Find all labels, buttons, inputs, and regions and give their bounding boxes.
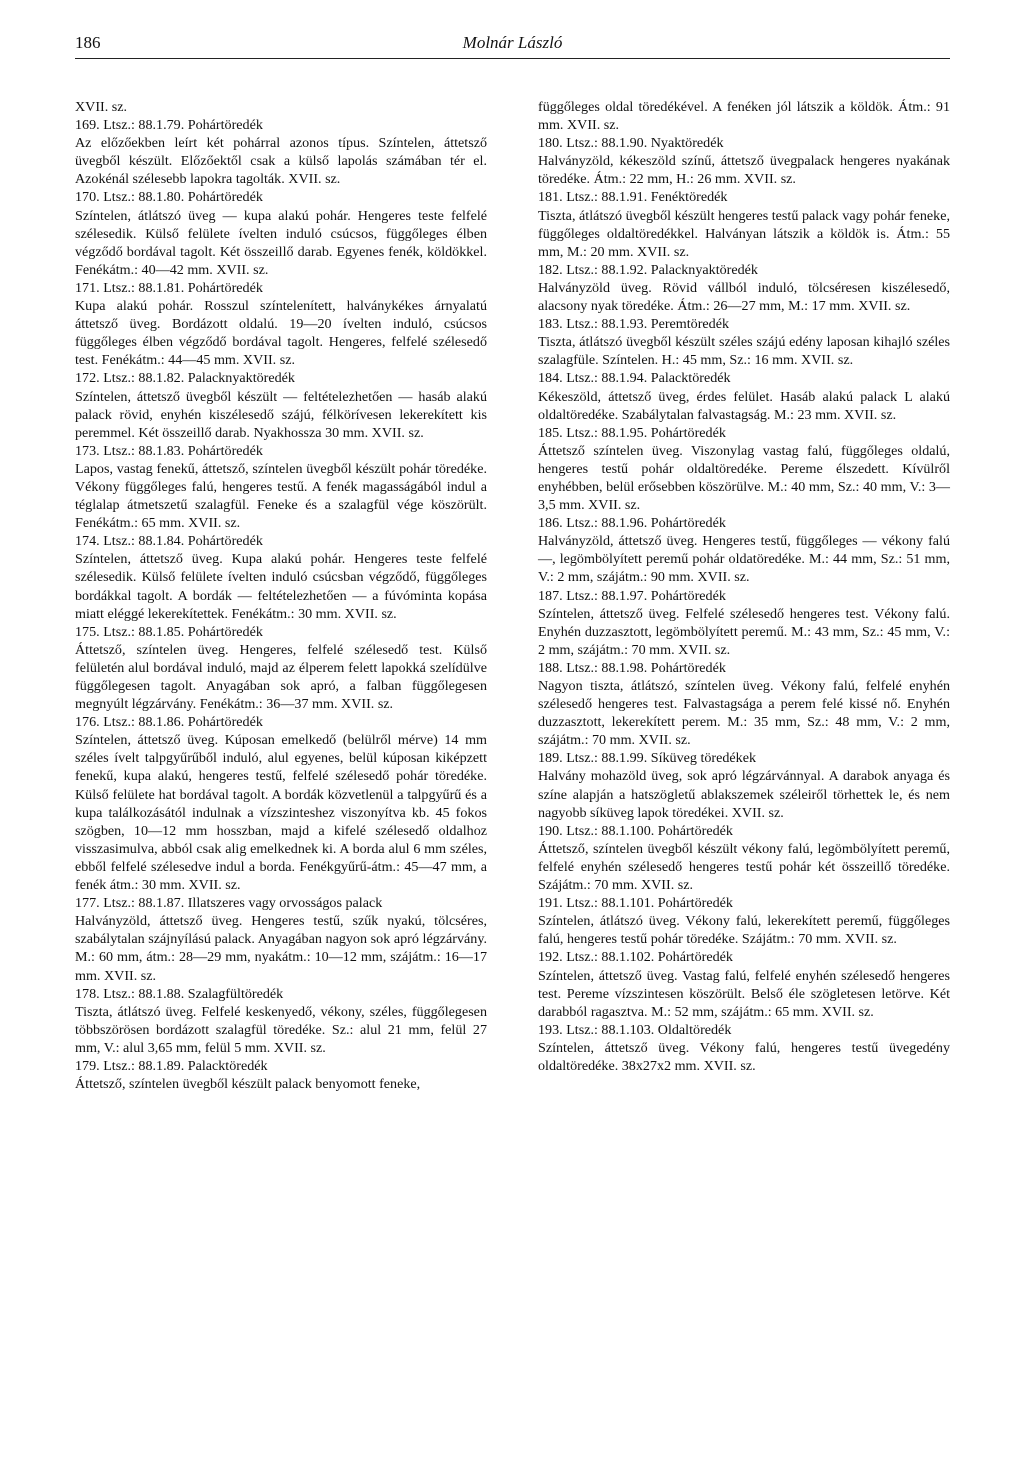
- catalog-entry-heading: 176. Ltsz.: 88.1.86. Pohártöredék: [75, 714, 263, 731]
- catalog-entry-text: Tiszta, átlátszó üvegből készült széles szájú edény laposan kihajló széles szalagfüle. Színtelen. H.: 45 mm, Sz.: 16 mm. XVII. sz.: [538, 334, 950, 369]
- catalog-entry-heading: 188. Ltsz.: 88.1.98. Pohártöredék: [538, 659, 726, 676]
- catalog-entry-heading: 173. Ltsz.: 88.1.83. Pohártöredék: [75, 442, 263, 459]
- catalog-entry-text: Nagyon tiszta, átlátszó, színtelen üveg. Vékony falú, felfelé enyhén szélesedő hengeres test. Falvastagsága a perem felé kissé nő. Enyhén duzzasztott, lekerekített perem. M.: 35 mm, Sz.: 48 mm, V.: 2 mm, szájátm.: 70 mm. XVII. sz.: [538, 678, 950, 749]
- catalog-entry-text: Színtelen, áttetsző üvegből készült — feltételezhetően — hasáb alakú palack rövid, enyhén kiszélesedő szájú, félkörívesen lekerekített kis peremmel. Két összeillő darab. Nyakhossza 30 mm. XVII. sz.: [75, 388, 487, 441]
- catalog-entry-heading: 192. Ltsz.: 88.1.102. Pohártöredék: [538, 949, 733, 966]
- catalog-entry-text: Halványzöld, áttetsző üveg. Hengeres testű, függőleges — vékony falú —, legömbölyített peremű pohár oldatöredéke. M.: 44 mm, Sz.: 51 mm, V.: 2 mm, szájátm.: 90 mm. XVII. sz.: [538, 533, 950, 586]
- catalog-entry-heading: 190. Ltsz.: 88.1.100. Pohártöredék: [538, 822, 733, 839]
- catalog-entry-heading: 189. Ltsz.: 88.1.99. Síküveg töredékek: [538, 750, 757, 767]
- left-column: [75, 98, 487, 1093]
- catalog-entry-text: függőleges oldal töredékével. A fenéken jól látszik a köldök. Átm.: 91 mm. XVII. sz.: [538, 99, 950, 134]
- catalog-entry-text: XVII. sz.: [75, 99, 128, 115]
- catalog-entry-heading: 183. Ltsz.: 88.1.93. Peremtöredék: [538, 316, 730, 333]
- catalog-entry-text: Halványzöld, kékeszöld színű, áttetsző üvegpalack hengeres nyakának töredéke. Átm.: 22 mm, H.: 26 mm. XVII. sz.: [538, 153, 950, 188]
- catalog-entry-text: Áttetsző, színtelen üvegből készült vékony falú, legömbölyített peremű, felfelé enyhén szélesedő hengeres testű pohár két összeillő töredéke. Szájátm.: 70 mm. XVII. sz.: [538, 840, 950, 894]
- catalog-entry-text: Halványzöld üveg. Rövid vállból induló, tölcséresen kiszélesedő, alacsony nyak töredéke. Átm.: 26—27 mm, M.: 17 mm. XVII. sz.: [538, 279, 950, 315]
- catalog-entry-heading: 178. Ltsz.: 88.1.88. Szalagfültöredék: [75, 985, 284, 1002]
- catalog-entry-heading: 175. Ltsz.: 88.1.85. Pohártöredék: [75, 623, 263, 640]
- catalog-entry-text: Az előzőekben leírt két pohárral azonos típus. Színtelen, áttetsző üvegből készült. Előzőektől csak a külső lapolás számában tér el. Azokénál szélesebb lapokra tagolták. XVII. sz.: [75, 135, 487, 188]
- catalog-entry-text: Színtelen, áttetsző üveg. Vastag falú, felfelé enyhén szélesedő hengeres test. Pereme vízszintesen köszörült. Belső éle szögletesen letörve. Két darabból ragasztva. M.: 52 mm, szájátm.: 65 mm. XVII. sz.: [538, 967, 950, 1020]
- catalog-entry-text: Színtelen, áttetsző üveg. Vékony falú, hengeres testű üvegedény oldaltöredéke. 38x27x2 mm. XVII. sz.: [538, 1039, 950, 1074]
- catalog-entry-text: Áttetsző, színtelen üvegből készült palack benyomott feneke,: [75, 1076, 421, 1093]
- catalog-entry-heading: 174. Ltsz.: 88.1.84. Pohártöredék: [75, 533, 263, 550]
- catalog-entry-text: Színtelen, áttetsző üveg. Felfelé szélesedő hengeres test. Vékony falú. Enyhén duzzasztott, legömbölyített peremű. M.: 43 mm, Sz.: 45 mm, V.: 2 mm, szájátm.: 70 mm. XVII. sz.: [538, 605, 950, 658]
- catalog-entry-text: Kékeszöld, áttetsző üveg, érdes felület. Hasáb alakú palack L alakú oldaltöredéke. Szabálytalan falvastagság. M.: 23 mm. XVII. sz.: [538, 388, 950, 423]
- catalog-entry-heading: 187. Ltsz.: 88.1.97. Pohártöredék: [538, 587, 726, 604]
- catalog-entry-heading: 170. Ltsz.: 88.1.80. Pohártöredék: [75, 189, 263, 206]
- catalog-entry-heading: 180. Ltsz.: 88.1.90. Nyaktöredék: [538, 135, 724, 152]
- catalog-entry-text: Színtelen, áttetsző üveg. Kúposan emelkedő (belülről mérve) 14 mm széles ívelt talpgyűrűből induló, alul egyenes, belül kúposan kiképzett fenekű, kupa alakú, hengeres testű, felfelé szélesedő pohár töredéke. Külső felülete hat bordával tagolt. A bordák közvetlenül a talpgyűrű és a kupa találkozásától indulnak a vízszinteshez viszonyítva kb. 45 fokos szögben, 10—12 mm hosszban, majd a kifelé szélesedő oldalhoz visszasimulva, abból csak alig emelkednek ki. A borda alul 6 mm széles, ebből felfelé szélesedve indul a borda. Fenékgyűrű-átm.: 45—47 mm, a fenék átm.: 30 mm. XVII. sz.: [75, 732, 487, 894]
- catalog-entry-heading: 182. Ltsz.: 88.1.92. Palacknyaktöredék: [538, 261, 758, 278]
- running-head: Molnár László: [462, 33, 563, 52]
- catalog-entry-text: Halvány mohazöld üveg, sok apró légzárvánnyal. A darabok anyaga és színe alapján a hatszögletű ablakszemek széleiről törhettek le, és nem nagyobb síküveg lapok töredékei. XVII. sz.: [538, 768, 950, 821]
- catalog-entry-text: Színtelen, átlátszó üveg. Vékony falú, lekerekített peremű, függőleges falú, hengeres testű pohár töredéke. Szájátm.: 70 mm. XVII. sz.: [538, 913, 950, 948]
- catalog-entry-text: Tiszta, átlátszó üvegből készült hengeres testű palack vagy pohár feneke, függőleges oldaltöredékkel. Halványan látszik a köldök is. Átm.: 55 mm, M.: 20 mm. XVII. sz.: [538, 207, 950, 260]
- catalog-entry-heading: 185. Ltsz.: 88.1.95. Pohártöredék: [538, 424, 726, 441]
- page-number: 186: [75, 33, 101, 52]
- catalog-entry-heading: 193. Ltsz.: 88.1.103. Oldaltöredék: [538, 1021, 732, 1038]
- catalog-entry-heading: 177. Ltsz.: 88.1.87. Illatszeres vagy orvosságos palack: [75, 895, 383, 912]
- catalog-entry-text: Áttetsző, színtelen üveg. Hengeres, felfelé szélesedő test. Külső felületén alul bordával induló, majd az élperem felett lapokká szelídülve függőlegesen tagolt. Anyagában sok apró, a falban függőlegesen megnyúlt légzárvány. Fenékátm.: 36—37 mm. XVII. sz.: [75, 641, 487, 713]
- catalog-entry-text: Kupa alakú pohár. Rosszul színtelenített, halványkékes árnyalatú áttetsző üveg. Bordázott oldalú. 19—20 ívelten induló, csúcsos függőleges élben végződő bordával tagolt. Hengeres, felfelé szélesedő test. Fenékátm.: 44—45 mm. XVII. sz.: [75, 298, 487, 369]
- catalog-entry-heading: 186. Ltsz.: 88.1.96. Pohártöredék: [538, 515, 726, 532]
- catalog-entry-text: Lapos, vastag fenekű, áttetsző, színtelen üvegből készült pohár töredéke. Vékony függőleges falú, hengeres testű. A fenék magasságából indul a téglalap átmetszetű szalagfül. Feneke és a szalagfül vége köszörült. Fenékátm.: 65 mm. XVII. sz.: [75, 460, 487, 532]
- page-header: [75, 28, 950, 59]
- catalog-entry-text: Áttetsző színtelen üveg. Viszonylag vastag falú, függőleges oldalú, hengeres testű pohár oldaltöredéke. Pereme élszedett. Kívülről enyhébben, belül erősebben köszörülve. M.: 40 mm, Sz.: 40 mm, V.: 3—3,5 mm. XVII. sz.: [538, 442, 950, 514]
- catalog-entry-heading: 171. Ltsz.: 88.1.81. Pohártöredék: [75, 279, 263, 296]
- catalog-entry-text: Halványzöld, áttetsző üveg. Hengeres testű, szűk nyakú, tölcséres, szabálytalan szájnyílású palack. Anyagában nagyon sok apró légzárvány. M.: 60 mm, átm.: 28—29 mm, nyakátm.: 10—12 mm, szájátm.: 16—17 mm. XVII. sz.: [75, 913, 487, 984]
- catalog-entry-heading: 172. Ltsz.: 88.1.82. Palacknyaktöredék: [75, 370, 295, 387]
- catalog-entry-heading: 181. Ltsz.: 88.1.91. Fenéktöredék: [538, 189, 728, 206]
- right-column: [538, 98, 950, 1075]
- catalog-entry-text: Színtelen, átlátszó üveg — kupa alakú pohár. Hengeres teste felfelé szélesedik. Külső felülete ívelten induló csúcsos, függőleges élben végződő bordával tagolt. Két összeillő darab. Egyenes fenék, köldökkel. Fenékátm.: 40—42 mm. XVII. sz.: [75, 207, 487, 278]
- catalog-entry-text: Színtelen, áttetsző üveg. Kupa alakú pohár. Hengeres teste felfelé szélesedik. Külső felülete ívelten induló csúcsban végződő, függőleges bordákkal tagolt. A bordák — feltételezhetően — a fúvóminta kopása miatt eléggé lekerekítettek. Fenékátm.: 30 mm. XVII. sz.: [75, 551, 487, 622]
- catalog-entry-heading: 184. Ltsz.: 88.1.94. Palacktöredék: [538, 370, 731, 387]
- catalog-entry-heading: 179. Ltsz.: 88.1.89. Palacktöredék: [75, 1057, 268, 1074]
- catalog-entry-text: Tiszta, átlátszó üveg. Felfelé keskenyedő, vékony, széles, függőlegesen többszörösen bordázott szalagfül töredéke. Sz.: alul 21 mm, felül 27 mm, V.: alul 3,65 mm, felül 5 mm. XVII. sz.: [75, 1003, 487, 1056]
- catalog-entry-heading: 191. Ltsz.: 88.1.101. Pohártöredék: [538, 895, 733, 912]
- catalog-entry-heading: 169. Ltsz.: 88.1.79. Pohártöredék: [75, 117, 263, 134]
